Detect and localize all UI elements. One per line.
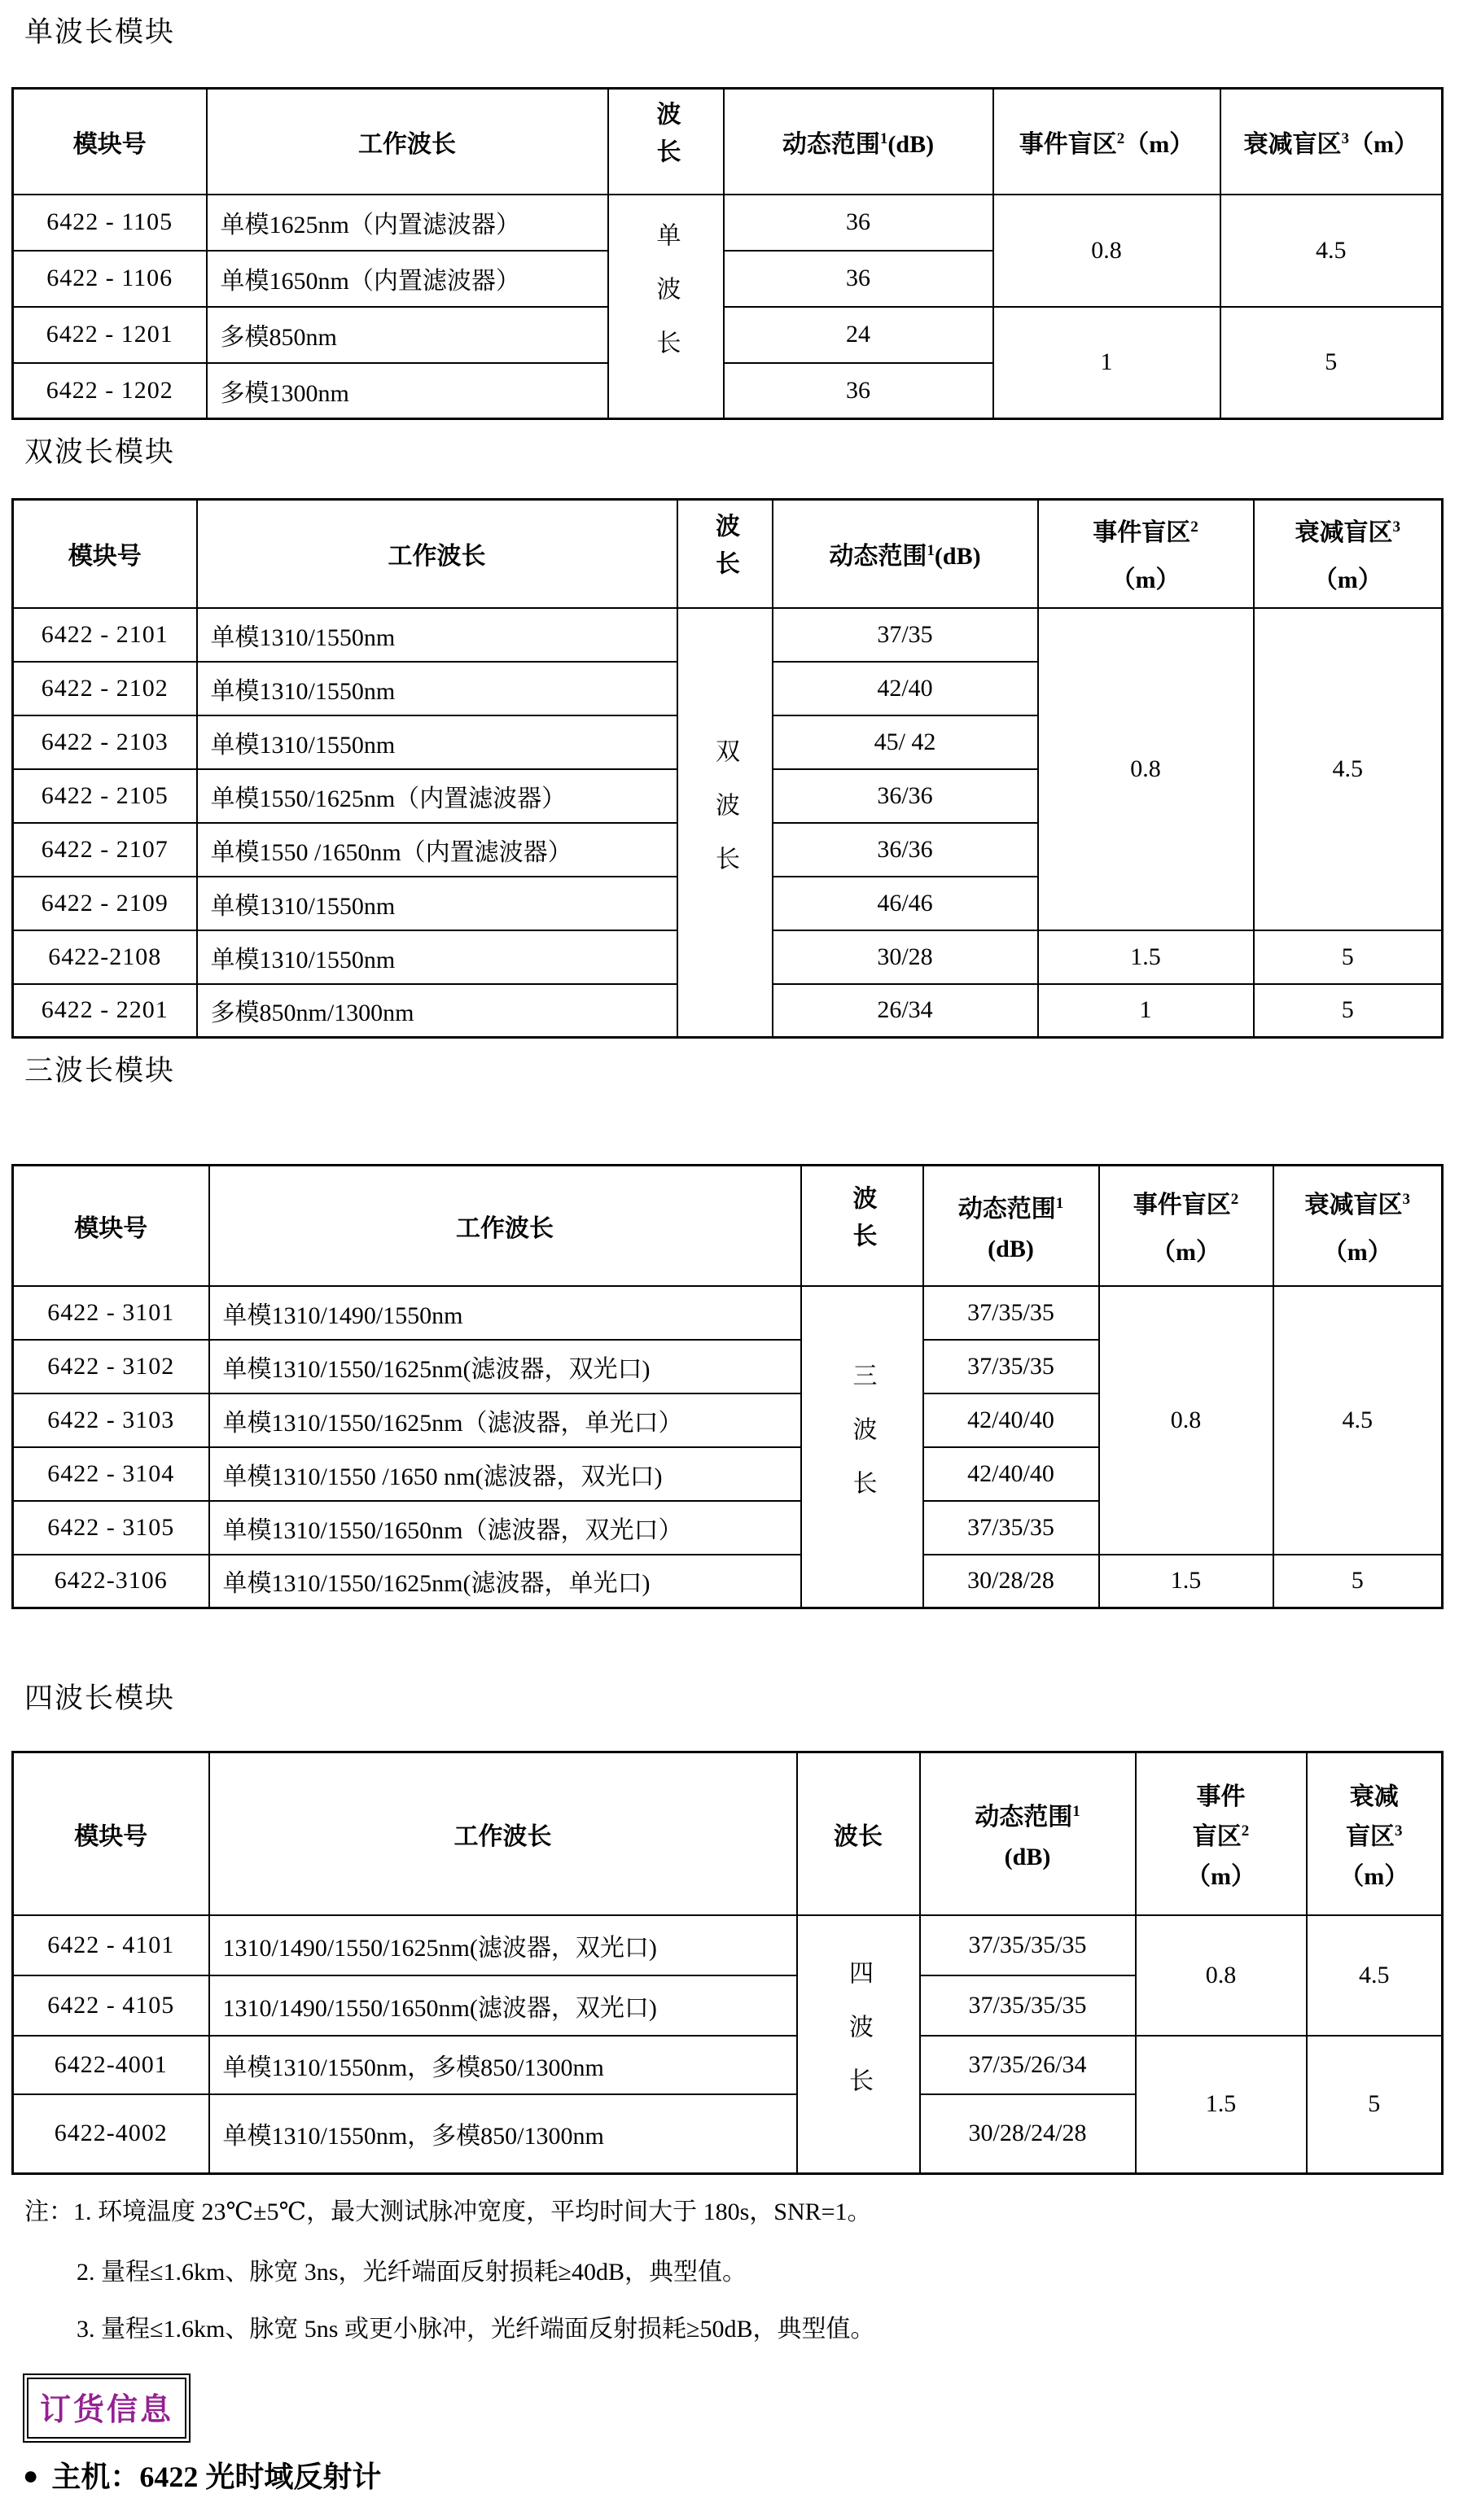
atten-deadzone-cell: 5 (1254, 930, 1443, 984)
event-deadzone-cell: 1.5 (1099, 1555, 1273, 1608)
table-row (13, 1555, 1443, 1608)
dynamic-range-cell: 37/35 (773, 608, 1038, 662)
dynamic-range-cell: 36 (724, 251, 993, 307)
header-row (13, 500, 1443, 608)
event-deadzone-unit: （m） (1151, 1238, 1220, 1266)
dynamic-range-label: 动态范围 (782, 130, 880, 158)
work-wavelength-cell: 单模1550/1625nm（内置滤波器） (197, 769, 677, 823)
dynamic-range-unit: (dB) (934, 543, 981, 571)
header-row (13, 1752, 1443, 1915)
dynamic-range-superscript: 1 (1072, 1802, 1080, 1820)
module-cell: 6422 - 2103 (13, 715, 197, 769)
table-body (13, 1286, 1443, 1608)
atten-deadzone-unit: （m） (1312, 567, 1382, 594)
work-wavelength-cell: 单模1625nm（内置滤波器） (207, 195, 608, 251)
header-event-deadzone (993, 89, 1220, 195)
band-label: 双波长 (712, 738, 738, 900)
table-row (13, 195, 1443, 251)
note-line-1 (24, 2191, 1443, 2227)
table-body (13, 195, 1443, 419)
table-header (13, 1752, 1443, 1915)
work-wavelength-cell: 单模1310/1550nm，多模850/1300nm (209, 2094, 797, 2174)
header-module: 模块号 (13, 89, 207, 195)
header-band (608, 89, 724, 195)
event-deadzone-unit: （m） (1186, 1862, 1255, 1890)
event-deadzone-cell: 1.5 (1136, 2036, 1307, 2174)
dynamic-range-cell: 37/35/35 (923, 1340, 1099, 1393)
atten-deadzone-unit: （m） (1339, 1862, 1409, 1890)
dynamic-range-cell: 36/36 (773, 823, 1038, 877)
band-cell (677, 608, 773, 1038)
event-deadzone-cell: 0.8 (1099, 1286, 1273, 1555)
dynamic-range-cell: 30/28/28 (923, 1555, 1099, 1608)
work-wavelength-cell: 单模1310/1550nm (197, 715, 677, 769)
band-label: 单波长 (652, 222, 680, 384)
event-deadzone-superscript: 2 (1116, 129, 1125, 147)
dynamic-range-cell: 45/ 42 (773, 715, 1038, 769)
atten-deadzone-superscript: 3 (1341, 129, 1349, 147)
ordering-info-badge-text: 订货信息 (40, 2393, 174, 2427)
module-cell: 6422-3106 (13, 1555, 209, 1608)
atten-deadzone-label: 衰减盲区 (1243, 130, 1342, 158)
table-body (13, 608, 1443, 1038)
dynamic-range-cell: 36/36 (773, 769, 1038, 823)
atten-deadzone-cell: 5 (1254, 984, 1443, 1038)
header-event-deadzone (1136, 1752, 1307, 1915)
atten-deadzone-label: 衰减盲区 (1295, 519, 1393, 547)
module-cell: 6422 - 2201 (13, 984, 197, 1038)
ordering-info-badge (23, 2373, 191, 2443)
table-header (13, 500, 1443, 608)
header-event-deadzone (1038, 500, 1254, 608)
event-deadzone-superscript: 2 (1190, 518, 1198, 536)
event-deadzone-cell: 1 (993, 307, 1220, 419)
header-row (13, 89, 1443, 195)
notes-block (24, 2191, 1443, 2344)
atten-deadzone-cell: 5 (1273, 1555, 1443, 1608)
dynamic-range-superscript: 1 (1055, 1194, 1064, 1212)
work-wavelength-cell: 单模1310/1550nm，多模850/1300nm (209, 2036, 797, 2094)
header-band: 波长 (797, 1752, 920, 1915)
dynamic-range-cell: 37/35/26/34 (920, 2036, 1136, 2094)
event-deadzone-unit: （m） (1111, 567, 1181, 594)
event-deadzone-superscript: 2 (1241, 1822, 1250, 1840)
atten-deadzone-cell: 4.5 (1254, 608, 1443, 930)
module-cell: 6422 - 2107 (13, 823, 197, 877)
work-wavelength-cell: 单模1650nm（内置滤波器） (207, 251, 608, 307)
dynamic-range-cell: 42/40 (773, 662, 1038, 715)
atten-deadzone-label: 盲区 (1346, 1822, 1395, 1850)
header-row (13, 1166, 1443, 1286)
dynamic-range-superscript: 1 (927, 542, 935, 560)
atten-deadzone-superscript: 3 (1395, 1822, 1403, 1840)
module-cell: 6422 - 4105 (13, 1975, 209, 2036)
dynamic-range-cell: 26/34 (773, 984, 1038, 1038)
work-wavelength-cell: 单模1550 /1650nm（内置滤波器） (197, 823, 677, 877)
module-cell: 6422 - 2102 (13, 662, 197, 715)
header-band-label: 波长 (652, 100, 680, 176)
event-deadzone-unit: （m） (1124, 130, 1194, 158)
work-wavelength-cell: 单模1310/1550/1625nm（滤波器，单光口） (209, 1393, 801, 1447)
module-cell: 6422 - 1106 (13, 251, 207, 307)
work-wavelength-cell: 多模1300nm (207, 363, 608, 419)
work-wavelength-cell: 单模1310/1550nm (197, 662, 677, 715)
header-dynamic-range (724, 89, 993, 195)
atten-deadzone-label: 衰减盲区 (1304, 1191, 1403, 1218)
dynamic-range-cell: 30/28/24/28 (920, 2094, 1136, 2174)
work-wavelength-cell: 单模1310/1550nm (197, 930, 677, 984)
header-work-wavelength: 工作波长 (209, 1166, 801, 1286)
dual-wavelength-table (11, 498, 1444, 1039)
note-text: 1. 环境温度 23℃±5℃，最大测试脉冲宽度，平均时间大于 180s，SNR=1。 (73, 2198, 872, 2225)
atten-deadzone-cell: 5 (1307, 2036, 1443, 2174)
band-cell (608, 195, 724, 419)
dynamic-range-cell: 42/40/40 (923, 1393, 1099, 1447)
dynamic-range-unit: (dB) (988, 1235, 1034, 1262)
work-wavelength-cell: 单模1310/1550/1625nm(滤波器，单光口) (209, 1555, 801, 1608)
atten-deadzone-superscript: 3 (1402, 1190, 1410, 1208)
work-wavelength-cell: 多模850nm (207, 307, 608, 363)
module-cell: 6422 - 3102 (13, 1340, 209, 1393)
host-line (23, 2454, 1443, 2496)
module-cell: 6422-4002 (13, 2094, 209, 2174)
module-cell: 6422 - 1105 (13, 195, 207, 251)
band-cell (797, 1915, 920, 2174)
header-atten-deadzone (1273, 1166, 1443, 1286)
module-cell: 6422 - 2109 (13, 877, 197, 930)
dynamic-range-unit: (dB) (1004, 1843, 1051, 1870)
event-deadzone-cell: 0.8 (993, 195, 1220, 307)
table-header (13, 89, 1443, 195)
atten-deadzone-unit: （m） (1322, 1238, 1392, 1266)
table-header (13, 1166, 1443, 1286)
note-line-2: 2. 量程≤1.6km、脉宽 3ns，光纤端面反射损耗≥40dB，典型值。 (77, 2259, 747, 2286)
module-cell: 6422 - 1202 (13, 363, 207, 419)
bullet-icon: ● (23, 2460, 39, 2490)
module-cell: 6422 - 3104 (13, 1447, 209, 1501)
section-heading-dual: 双波长模块 (24, 436, 176, 468)
note-prefix: 注： (24, 2198, 73, 2225)
dynamic-range-cell: 36 (724, 195, 993, 251)
event-deadzone-cell: 1 (1038, 984, 1254, 1038)
section-heading-quad: 四波长模块 (24, 1682, 176, 1714)
quad-wavelength-table (11, 1751, 1444, 2175)
work-wavelength-cell: 1310/1490/1550/1625nm(滤波器，双光口) (209, 1915, 797, 1975)
dynamic-range-unit: (dB) (887, 130, 935, 158)
dynamic-range-cell: 37/35/35/35 (920, 1915, 1136, 1975)
event-deadzone-cell: 0.8 (1038, 608, 1254, 930)
note-line-3: 3. 量程≤1.6km、脉宽 5ns 或更小脉冲，光纤端面反射损耗≥50dB，典型值。 (77, 2316, 875, 2343)
dynamic-range-cell: 36 (724, 363, 993, 419)
work-wavelength-cell: 多模850nm/1300nm (197, 984, 677, 1038)
work-wavelength-cell: 单模1310/1490/1550nm (209, 1286, 801, 1340)
dynamic-range-cell: 30/28 (773, 930, 1038, 984)
work-wavelength-cell: 单模1310/1550 /1650 nm(滤波器，双光口) (209, 1447, 801, 1501)
event-deadzone-label: 盲区 (1192, 1822, 1242, 1850)
header-dynamic-range (923, 1166, 1099, 1286)
module-cell: 6422 - 2101 (13, 608, 197, 662)
atten-deadzone-cell: 4.5 (1273, 1286, 1443, 1555)
module-cell: 6422 - 3103 (13, 1393, 209, 1447)
dynamic-range-cell: 46/46 (773, 877, 1038, 930)
header-band-label: 波长 (712, 513, 738, 588)
triple-wavelength-table (11, 1164, 1444, 1609)
event-deadzone-label-line2 (1141, 1816, 1301, 1852)
dynamic-range-cell: 24 (724, 307, 993, 363)
work-wavelength-cell: 单模1310/1550nm (197, 877, 677, 930)
header-work-wavelength: 工作波长 (209, 1752, 797, 1915)
header-work-wavelength: 工作波长 (197, 500, 677, 608)
single-wavelength-table (11, 87, 1444, 420)
band-label: 三波长 (848, 1363, 876, 1525)
atten-deadzone-cell: 4.5 (1307, 1915, 1443, 2036)
dynamic-range-label: 动态范围 (975, 1803, 1073, 1831)
dynamic-range-cell: 37/35/35 (923, 1501, 1099, 1555)
table-row (13, 307, 1443, 363)
module-cell: 6422 - 3105 (13, 1501, 209, 1555)
header-module: 模块号 (13, 1752, 209, 1915)
atten-deadzone-cell: 4.5 (1220, 195, 1443, 307)
atten-deadzone-cell: 5 (1220, 307, 1443, 419)
event-deadzone-cell: 0.8 (1136, 1915, 1307, 2036)
work-wavelength-cell: 1310/1490/1550/1650nm(滤波器，双光口) (209, 1975, 797, 2036)
header-dynamic-range (773, 500, 1038, 608)
work-wavelength-cell: 单模1310/1550nm (197, 608, 677, 662)
module-cell: 6422 - 2105 (13, 769, 197, 823)
table-row (13, 2036, 1443, 2094)
header-band (801, 1166, 923, 1286)
header-module: 模块号 (13, 500, 197, 608)
dynamic-range-cell: 37/35/35/35 (920, 1975, 1136, 2036)
table-row (13, 1915, 1443, 1975)
event-deadzone-label: 事件盲区 (1093, 519, 1191, 547)
table-row (13, 608, 1443, 662)
header-work-wavelength: 工作波长 (207, 89, 608, 195)
event-deadzone-label-line1: 事件 (1196, 1783, 1246, 1810)
table-row (13, 1286, 1443, 1340)
module-cell: 6422 - 4101 (13, 1915, 209, 1975)
band-label: 四波长 (845, 1960, 872, 2122)
module-cell: 6422 - 1201 (13, 307, 207, 363)
event-deadzone-label: 事件盲区 (1019, 130, 1117, 158)
header-band-label: 波长 (848, 1184, 876, 1260)
dynamic-range-cell: 37/35/35 (923, 1286, 1099, 1340)
dynamic-range-label: 动态范围 (829, 543, 927, 571)
atten-deadzone-superscript: 3 (1392, 518, 1400, 536)
event-deadzone-cell: 1.5 (1038, 930, 1254, 984)
event-deadzone-superscript: 2 (1230, 1190, 1239, 1208)
module-cell: 6422 - 3101 (13, 1286, 209, 1340)
atten-deadzone-label-line1: 衰减 (1349, 1783, 1399, 1810)
work-wavelength-cell: 单模1310/1550/1650nm（滤波器，双光口） (209, 1501, 801, 1555)
header-dynamic-range (920, 1752, 1136, 1915)
header-atten-deadzone (1254, 500, 1443, 608)
module-cell: 6422-2108 (13, 930, 197, 984)
table-body (13, 1915, 1443, 2174)
header-atten-deadzone (1307, 1752, 1443, 1915)
host-label: 主机：6422 光时域反射计 (51, 2461, 382, 2493)
atten-deadzone-label-line2 (1312, 1816, 1437, 1852)
dynamic-range-label: 动态范围 (957, 1195, 1056, 1223)
header-module: 模块号 (13, 1166, 209, 1286)
dynamic-range-superscript: 1 (879, 129, 888, 147)
header-atten-deadzone (1220, 89, 1443, 195)
atten-deadzone-unit: （m） (1349, 130, 1418, 158)
event-deadzone-label: 事件盲区 (1133, 1191, 1231, 1218)
section-heading-single: 单波长模块 (24, 16, 176, 48)
module-cell: 6422-4001 (13, 2036, 209, 2094)
header-band (677, 500, 773, 608)
band-cell (801, 1286, 923, 1608)
work-wavelength-cell: 单模1310/1550/1625nm(滤波器，双光口) (209, 1340, 801, 1393)
dynamic-range-cell: 42/40/40 (923, 1447, 1099, 1501)
section-heading-triple: 三波长模块 (24, 1055, 176, 1087)
header-event-deadzone (1099, 1166, 1273, 1286)
